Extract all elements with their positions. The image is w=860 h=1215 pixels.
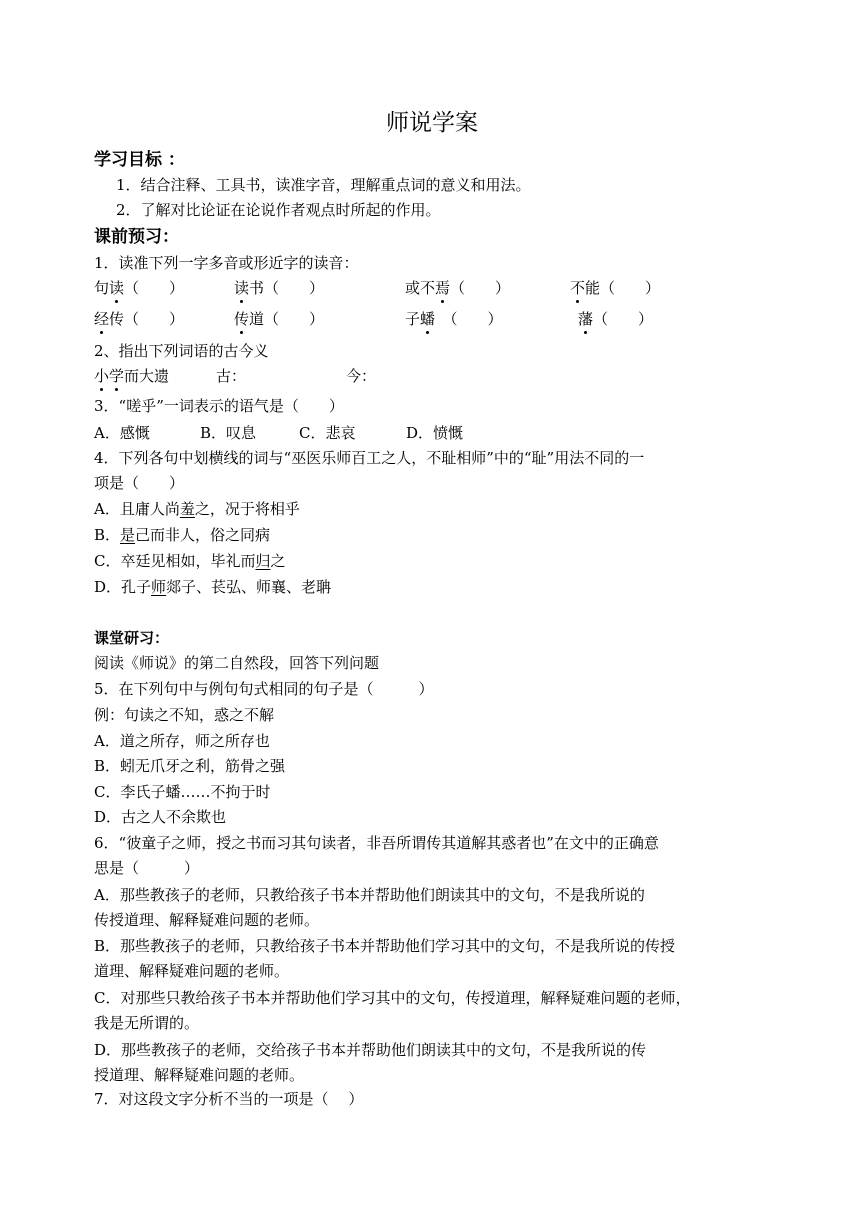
- question-6-option-c-line-2: 我是无所谓的。: [94, 1014, 200, 1032]
- question-5-example: 例：句读之不知，惑之不解: [94, 706, 275, 724]
- pronunciation-row-2: [94, 309, 770, 331]
- question-6-option-d-line-1: D．那些教孩子的老师，交给孩子书本并帮助他们朗读其中的文句，不是我所说的传: [94, 1041, 647, 1059]
- question-4-option-b: B．是己而非人，俗之同病: [94, 526, 271, 544]
- question-6-option-b-line-1: B．那些教孩子的老师，只教给孩子书本并帮助他们学习其中的文句，不是我所说的传授: [94, 937, 676, 955]
- question-6-option-a-line-2: 传授道理、解释疑难问题的老师。: [94, 911, 320, 929]
- question-7: 7．对这段文字分析不当的一项是（ ）: [94, 1090, 364, 1108]
- question-4-option-d: D．孔子师郯子、苌弘、师襄、老聃: [94, 578, 332, 596]
- question-1: 1．读准下列一字多音或形近字的读音：: [94, 254, 359, 272]
- question-5-option-c: C．李氏子蟠……不拘于时: [94, 783, 271, 801]
- goal-item-2: 2．了解对比论证在论说作者观点时所起的作用。: [116, 201, 441, 219]
- pron-item: 读书（ ）: [234, 279, 325, 297]
- question-6-option-d-line-2: 授道理、解释疑难问题的老师。: [94, 1066, 305, 1084]
- option: C．悲哀: [299, 424, 356, 442]
- question-4-line-2: 项是（ ）: [94, 474, 185, 492]
- question-3-options: [94, 423, 770, 445]
- pron-item: 不能（ ）: [570, 279, 661, 297]
- pron-item: 子蟠 （ ）: [405, 310, 503, 328]
- preview-heading: 课前预习：: [94, 227, 179, 247]
- goal-item-1: 1．结合注释、工具书，读准字音，理解重点词的意义和用法。: [116, 176, 531, 194]
- question-6-line-1: 6．“彼童子之师，授之书而习其句读者，非吾所谓传其道解其惑者也”在文中的正确意: [94, 834, 659, 852]
- classwork-intro: 阅读《师说》的第二自然段，回答下列问题: [94, 654, 380, 672]
- ancient-meaning-label: 古：: [216, 367, 247, 385]
- question-5: 5．在下列句中与例句句式相同的句子是（ ）: [94, 680, 434, 698]
- option: B．叹息: [200, 424, 257, 442]
- pron-item: 句读（ ）: [94, 279, 185, 297]
- classwork-heading: 课堂研习：: [94, 629, 170, 647]
- question-6-option-b-line-2: 道理、解释疑难问题的老师。: [94, 962, 290, 980]
- question-4-option-a: A．且庸人尚羞之，况于将相乎: [94, 500, 300, 518]
- page-title: 师说学案: [386, 110, 478, 136]
- pron-item: 或不焉（ ）: [405, 279, 511, 297]
- question-3: 3．“嗟乎”一词表示的语气是（ ）: [94, 397, 344, 415]
- goals-heading: 学习目标 ：: [94, 150, 185, 170]
- question-5-option-d: D．古之人不余欺也: [94, 808, 227, 826]
- pron-item: 经传（ ）: [94, 310, 185, 328]
- question-5-option-a: A．道之所存，师之所存也: [94, 732, 270, 750]
- option: A．感慨: [94, 424, 150, 442]
- question-4-option-c: C．卒廷见相如，毕礼而归之: [94, 552, 286, 570]
- option: D．愤慨: [406, 424, 464, 442]
- question-6-option-a-line-1: A．那些教孩子的老师，只教给孩子书本并帮助他们朗读其中的文句，不是我所说的: [94, 886, 645, 904]
- pron-item: 传道（ ）: [234, 310, 325, 328]
- pronunciation-row-1: [94, 278, 770, 300]
- question-4-line-1: 4．下列各句中划横线的词与“巫医乐师百工之人，不耻相师”中的“耻”用法不同的一: [94, 449, 645, 467]
- modern-meaning-label: 今：: [346, 367, 377, 385]
- question-6-line-2: 思是（ ）: [94, 859, 200, 877]
- question-5-option-b: B．蚓无爪牙之利，筋骨之强: [94, 757, 286, 775]
- question-6-option-c-line-1: C．对那些只教给孩子书本并帮助他们学习其中的文句，传授道理，解释疑难问题的老师，: [94, 989, 691, 1007]
- question-2-item: 小学而大遗 古： 今：: [94, 367, 377, 385]
- pron-item: 藩（ ）: [578, 310, 654, 328]
- question-2: 2、指出下列词语的古今义: [94, 342, 269, 360]
